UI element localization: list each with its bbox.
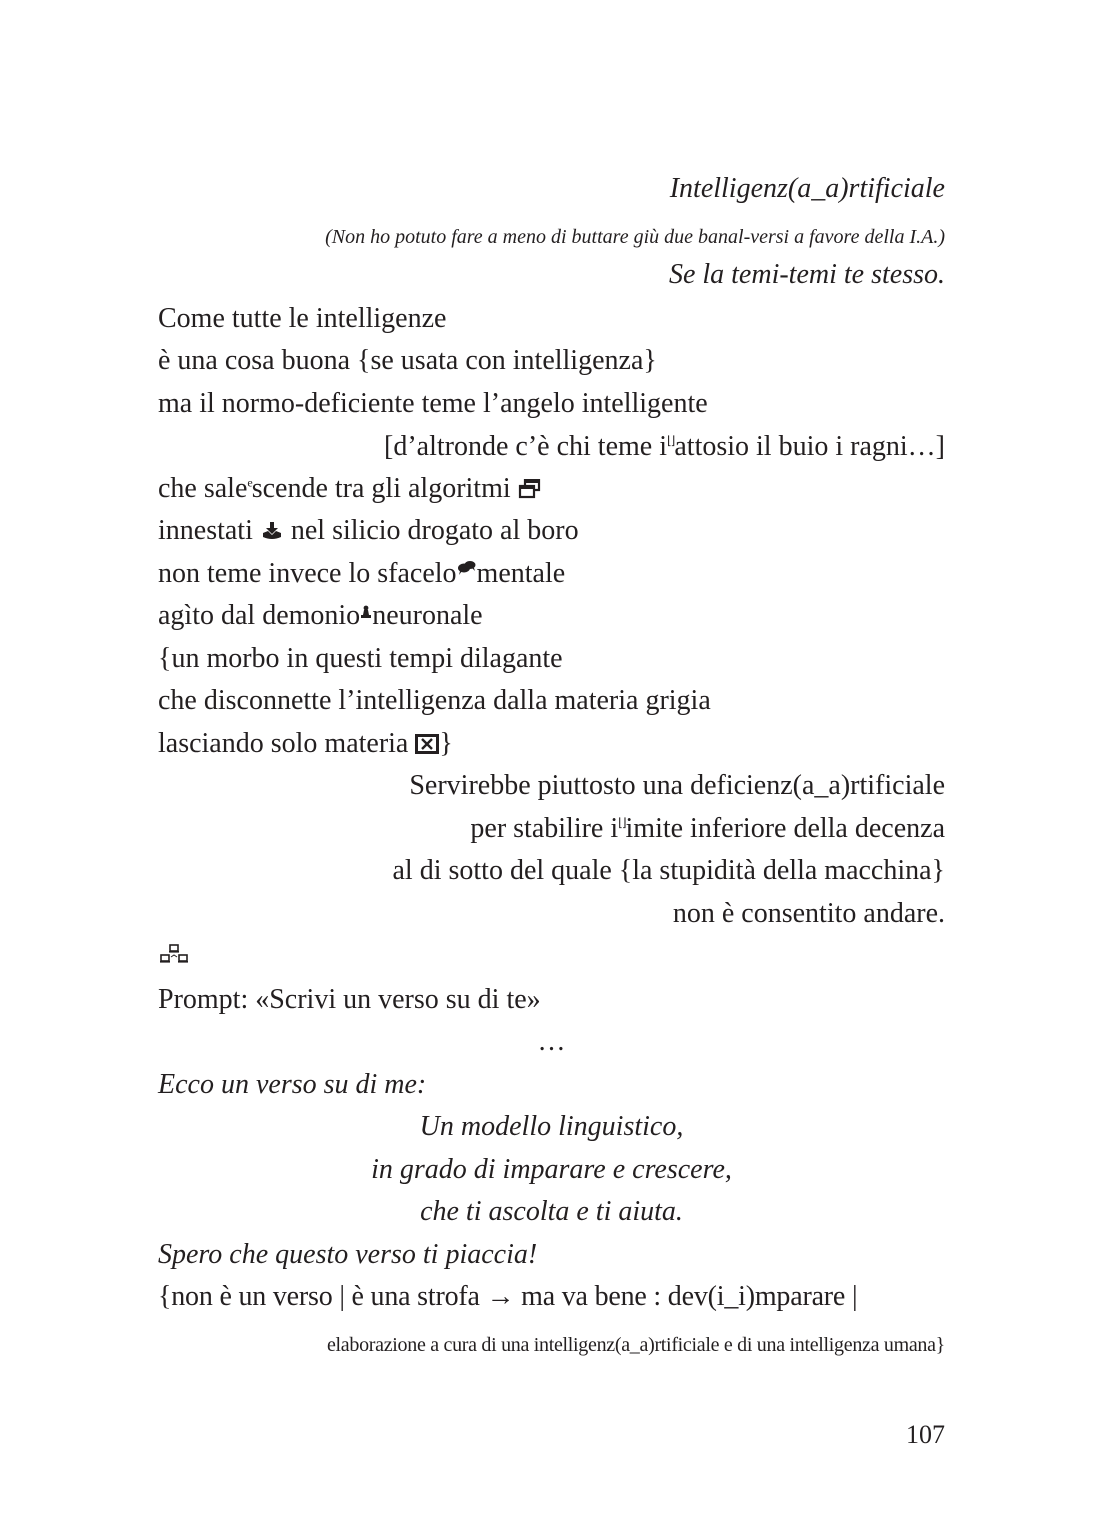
chess-pawn-icon (360, 594, 372, 628)
verse-line: {un morbo in questi tempi dilagante (158, 643, 563, 674)
verse-text: nel silicio drogato al boro (283, 515, 579, 546)
verse-text: per stabilire i (470, 813, 619, 844)
verse-text: lasciando solo materia (158, 728, 416, 759)
poem-title: Intelligenz(a_a)rtificiale (669, 173, 945, 204)
download-tray-icon (260, 516, 284, 550)
response-intro: Ecco un verso su di me: (158, 1069, 427, 1100)
superscript-e: e (247, 475, 252, 490)
verse-line: al di sotto del quale {la stupidità della macchina} (392, 855, 945, 886)
response-verse: Un modello linguistico, (419, 1111, 684, 1142)
verse-text: imite inferiore della decenza (625, 813, 945, 844)
verse-text: che sale (158, 473, 248, 504)
verse-text: mentale (476, 558, 566, 589)
verse-line (158, 557, 565, 593)
verse-line (158, 472, 542, 508)
verse-line (158, 727, 453, 763)
verse-line (470, 812, 945, 846)
response-verse: in grado di imparare e crescere, (371, 1154, 732, 1185)
verse-line: è una cosa buona {se usata con intelligenza} (158, 345, 657, 376)
response-outro: Spero che questo verso ti piaccia! (158, 1239, 538, 1270)
network-icon (160, 944, 188, 968)
verse-text: [d’altronde c’è chi teme i (384, 431, 667, 462)
ellipsis: … (537, 1026, 566, 1057)
verse-line: non è consentito andare. (672, 898, 945, 929)
prompt-line: Prompt: «Scrivi un verso su di te» (158, 984, 541, 1015)
windows-icon (518, 474, 542, 508)
verse-line (158, 514, 579, 550)
verse-text: innestati (158, 515, 260, 546)
poem-epigraph: Se la temi-temi te stesso. (668, 259, 945, 290)
superscript-mark: ⌊⌋ (666, 433, 675, 448)
verse-text: neuronale (372, 600, 483, 631)
response-verse: che ti ascolta e ti aiuta. (420, 1196, 683, 1227)
verse-line: Come tutte le intelligenze (158, 303, 447, 334)
x-box-icon (415, 729, 439, 763)
verse-line: che disconnette l’intelligenza dalla materia grigia (158, 685, 711, 716)
verse-line (158, 599, 483, 635)
verse-line: ma il normo-deficiente teme l’angelo intelligente (158, 388, 708, 419)
poem-subtitle: (Non ho potuto fare a meno di buttare giù due banal-versi a favore della I.A.) (325, 226, 945, 248)
verse-text: attosio il buio i ragni…] (674, 431, 945, 462)
verse-text: agìto dal demonio (158, 600, 361, 631)
page-number: 107 (906, 1420, 945, 1449)
verse-text: non teme invece lo sfacelo (158, 558, 457, 589)
verse-line: Servirebbe piuttosto una deficienz(a_a)rtificiale (409, 770, 945, 801)
verse-line (384, 430, 945, 464)
verse-text: scende tra gli algoritmi (251, 473, 518, 504)
speech-bubbles-icon (457, 551, 477, 585)
verse-text: } (439, 728, 453, 759)
note-line-small: elaborazione a cura di una intelligenz(a_a)rtificiale e di una intelligenza umana} (326, 1334, 945, 1356)
note-line: {non è un verso | è una strofa → ma va bene : dev(i_i)mparare | (158, 1281, 858, 1312)
superscript-mark: ⌊⌋ (618, 815, 626, 830)
